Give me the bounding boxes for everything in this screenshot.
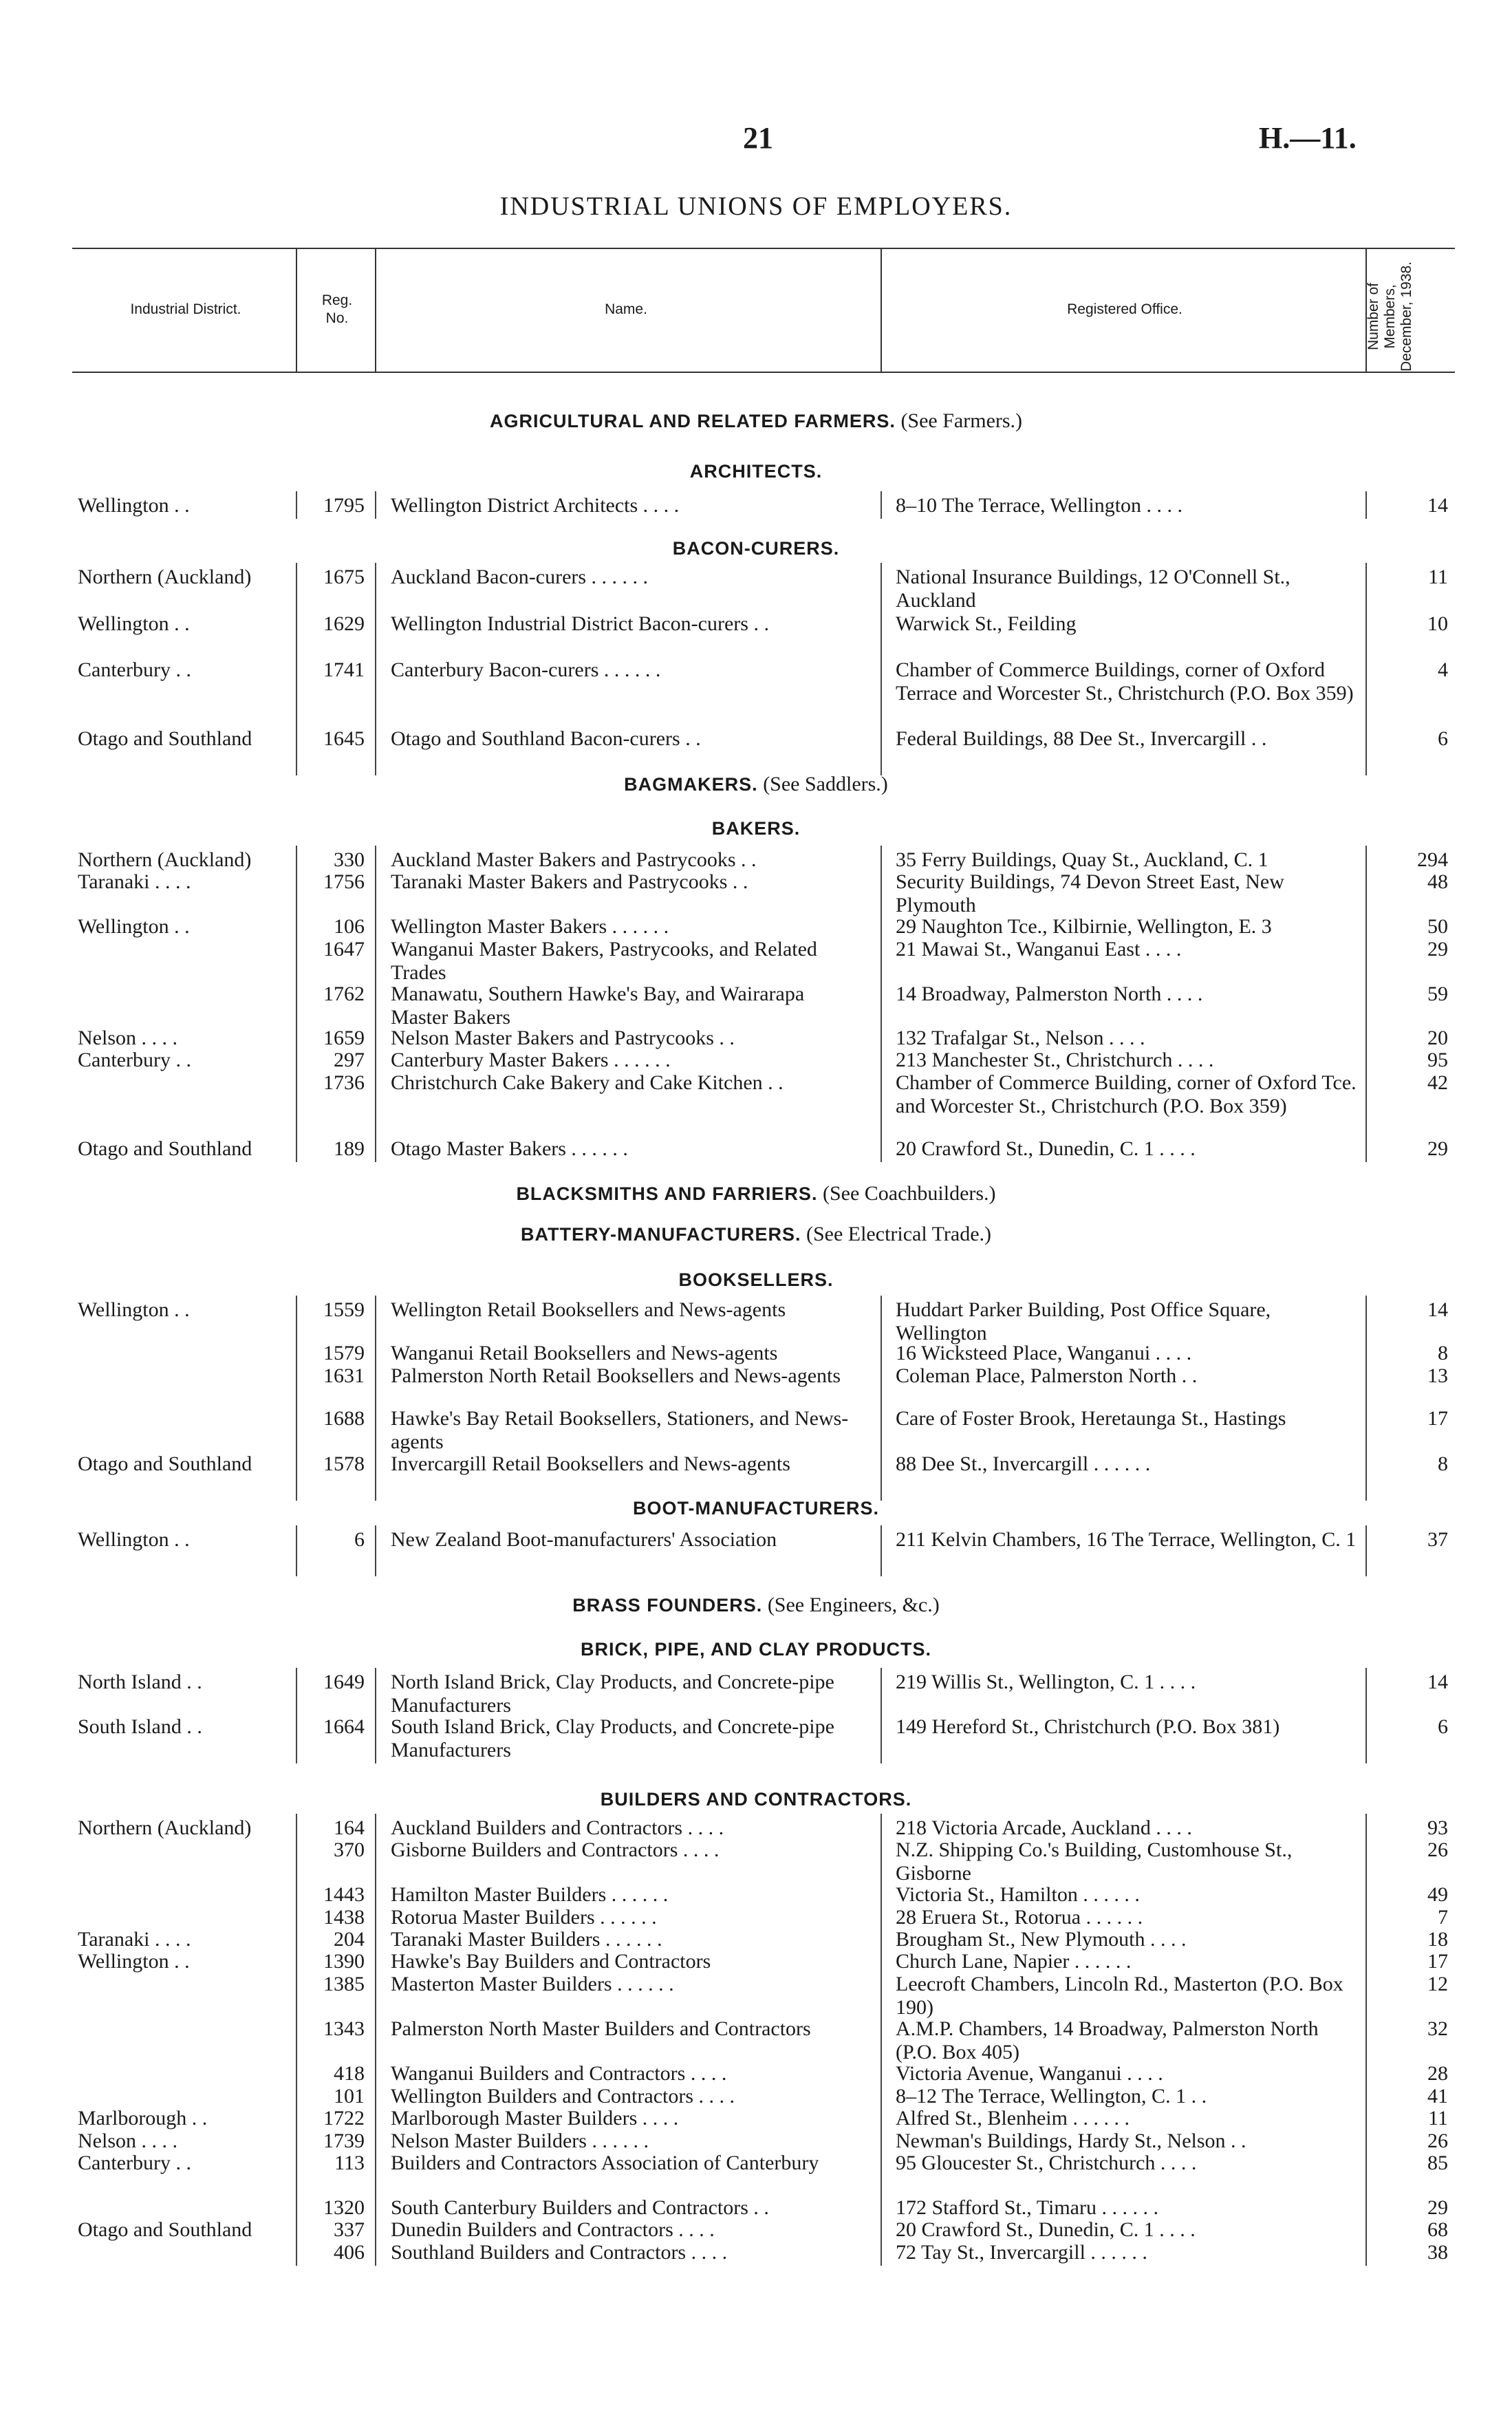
reg-no-cell: 204 bbox=[334, 1928, 365, 1951]
registered-office-cell: Alfred St., Blenheim . . . . . . bbox=[896, 2107, 1130, 2130]
union-name-cell: Wanganui Master Bakers, Pastrycooks, and Related Trades bbox=[391, 938, 817, 984]
union-name-cell: Wellington Retail Booksellers and News-agents bbox=[391, 1298, 786, 1321]
registered-office-cell: Church Lane, Napier . . . . . . bbox=[896, 1950, 1132, 1973]
column-divider bbox=[1365, 1668, 1367, 1763]
registered-office-cell: 35 Ferry Buildings, Quay St., Auckland, C. 1 bbox=[896, 848, 1268, 871]
column-divider bbox=[1365, 563, 1367, 775]
union-name-cell: Wanganui Builders and Contractors . . . . bbox=[391, 2062, 727, 2085]
union-name-cell: Marlborough Master Builders . . . . bbox=[391, 2107, 679, 2130]
registered-office-cell: 14 Broadway, Palmerston North . . . . bbox=[896, 983, 1203, 1005]
registered-office-cell: Warwick St., Feilding bbox=[896, 612, 1077, 635]
industrial-district-cell: Northern (Auckland) bbox=[78, 1816, 252, 1839]
reg-no-cell: 1675 bbox=[323, 566, 365, 588]
reg-no-cell: 1578 bbox=[323, 1452, 365, 1475]
reg-no-cell: 1741 bbox=[323, 658, 365, 681]
column-divider bbox=[881, 1525, 882, 1576]
column-divider bbox=[881, 563, 882, 775]
registered-office-cell: Chamber of Commerce Building, corner of Oxford Tce. and Worcester St., Christchurch (P.O. Box 359) bbox=[896, 1071, 1357, 1117]
industrial-district-cell: Wellington . . bbox=[78, 1528, 190, 1551]
column-divider bbox=[881, 1814, 882, 2266]
column-divider bbox=[375, 1814, 376, 2266]
header-reg-no: Reg. No. bbox=[321, 292, 353, 326]
reg-no-cell: 1795 bbox=[323, 494, 365, 517]
members-count-cell: 59 bbox=[1427, 983, 1448, 1005]
header-top-rule bbox=[72, 248, 1455, 249]
section-heading bbox=[0, 1268, 1512, 1291]
union-name-cell: Gisborne Builders and Contractors . . . . bbox=[391, 1838, 720, 1861]
reg-no-cell: 1649 bbox=[323, 1671, 365, 1693]
registered-office-cell: Victoria St., Hamilton . . . . . . bbox=[896, 1883, 1140, 1906]
union-name-cell: Wellington Master Bakers . . . . . . bbox=[391, 915, 669, 938]
industrial-district-cell: Wellington . . bbox=[78, 1950, 190, 1973]
union-name-cell: South Island Brick, Clay Products, and Concrete-pipe Manufacturers bbox=[391, 1715, 834, 1761]
reg-no-cell: 1559 bbox=[323, 1298, 365, 1321]
header-divider bbox=[375, 248, 376, 372]
union-name-cell: Masterton Master Builders . . . . . . bbox=[391, 1973, 674, 1995]
registered-office-cell: 16 Wicksteed Place, Wanganui . . . . bbox=[896, 1342, 1192, 1364]
reg-no-cell: 1664 bbox=[323, 1715, 365, 1738]
reg-no-cell: 1736 bbox=[323, 1071, 365, 1094]
reg-no-cell: 1739 bbox=[323, 2130, 365, 2152]
header-registered-office: Registered Office. bbox=[1067, 301, 1182, 317]
union-name-cell: Rotorua Master Builders . . . . . . bbox=[391, 1906, 657, 1929]
members-count-cell: 4 bbox=[1438, 658, 1448, 681]
header-bottom-rule bbox=[72, 372, 1455, 373]
reg-no-cell: 1629 bbox=[323, 612, 365, 635]
industrial-district-cell: South Island . . bbox=[78, 1715, 202, 1738]
section-heading bbox=[0, 460, 1512, 483]
reg-no-cell: 1438 bbox=[323, 1906, 365, 1929]
members-count-cell: 18 bbox=[1427, 1928, 1448, 1951]
members-count-cell: 10 bbox=[1427, 612, 1448, 635]
section-heading-title: BRASS FOUNDERS. bbox=[572, 1595, 763, 1616]
reg-no-cell: 1756 bbox=[323, 870, 365, 893]
registered-office-cell: 172 Stafford St., Timaru . . . . . . bbox=[896, 2196, 1158, 2219]
industrial-district-cell: Otago and Southland bbox=[78, 2218, 252, 2241]
members-count-cell: 6 bbox=[1438, 1715, 1448, 1738]
section-heading-title: BRICK, PIPE, AND CLAY PRODUCTS. bbox=[580, 1639, 932, 1660]
column-divider bbox=[375, 846, 376, 1162]
column-divider bbox=[375, 563, 376, 775]
registered-office-cell: N.Z. Shipping Co.'s Building, Customhouse St., Gisborne bbox=[896, 1838, 1293, 1885]
members-count-cell: 14 bbox=[1427, 1671, 1448, 1693]
industrial-district-cell: Taranaki . . . . bbox=[78, 870, 191, 893]
section-heading-title: BUILDERS AND CONTRACTORS. bbox=[600, 1789, 912, 1810]
registered-office-cell: Newman's Buildings, Hardy St., Nelson . . bbox=[896, 2130, 1246, 2152]
union-name-cell: Palmerston North Master Builders and Contractors bbox=[391, 2017, 811, 2040]
header-divider bbox=[881, 248, 882, 372]
members-count-cell: 17 bbox=[1427, 1950, 1448, 1973]
section-heading bbox=[0, 1638, 1512, 1661]
registered-office-cell: 29 Naughton Tce., Kilbirnie, Wellington, E. 3 bbox=[896, 915, 1272, 938]
union-name-cell: Auckland Builders and Contractors . . . . bbox=[391, 1816, 724, 1839]
section-heading-title: BACON-CURERS. bbox=[672, 538, 840, 559]
reg-no-cell: 418 bbox=[334, 2062, 365, 2085]
header-number-of-members: Number of Members, December, 1938. bbox=[1365, 261, 1414, 372]
union-name-cell: Invercargill Retail Booksellers and News-agents bbox=[391, 1452, 790, 1475]
members-count-cell: 48 bbox=[1427, 870, 1448, 893]
union-name-cell: Taranaki Master Bakers and Pastrycooks . . bbox=[391, 870, 748, 893]
section-heading bbox=[0, 537, 1512, 560]
column-divider bbox=[881, 491, 882, 519]
section-heading bbox=[0, 1497, 1512, 1520]
column-divider bbox=[1365, 1525, 1367, 1576]
industrial-district-cell: Nelson . . . . bbox=[78, 2130, 177, 2152]
union-name-cell: North Island Brick, Clay Products, and Concrete-pipe Manufacturers bbox=[391, 1671, 834, 1717]
members-count-cell: 32 bbox=[1427, 2017, 1448, 2040]
column-divider bbox=[375, 1296, 376, 1501]
members-count-cell: 11 bbox=[1428, 566, 1448, 588]
section-heading-note: (See Saddlers.) bbox=[763, 773, 888, 795]
members-count-cell: 29 bbox=[1427, 1137, 1448, 1160]
union-name-cell: Auckland Bacon-curers . . . . . . bbox=[391, 566, 649, 588]
reg-no-cell: 406 bbox=[334, 2241, 365, 2264]
registered-office-cell: Leecroft Chambers, Lincoln Rd., Masterton (P.O. Box 190) bbox=[896, 1973, 1343, 2019]
section-heading bbox=[0, 409, 1512, 433]
members-count-cell: 13 bbox=[1427, 1364, 1448, 1387]
header-divider bbox=[296, 248, 297, 372]
section-heading-title: BAKERS. bbox=[711, 818, 801, 839]
registered-office-cell: National Insurance Buildings, 12 O'Connell St., Auckland bbox=[896, 566, 1290, 612]
reg-no-cell: 1579 bbox=[323, 1342, 365, 1364]
registered-office-cell: 218 Victoria Arcade, Auckland . . . . bbox=[896, 1816, 1192, 1839]
industrial-district-cell: Canterbury . . bbox=[78, 2152, 191, 2174]
union-name-cell: Manawatu, Southern Hawke's Bay, and Wairarapa Master Bakers bbox=[391, 983, 805, 1029]
registered-office-cell: Huddart Parker Building, Post Office Square, Wellington bbox=[896, 1298, 1271, 1344]
reg-no-cell: 113 bbox=[334, 2152, 365, 2174]
members-count-cell: 50 bbox=[1427, 915, 1448, 938]
reg-no-cell: 1762 bbox=[323, 983, 365, 1005]
registered-office-cell: 211 Kelvin Chambers, 16 The Terrace, Wellington, C. 1 bbox=[896, 1528, 1357, 1551]
members-count-cell: 26 bbox=[1427, 2130, 1448, 2152]
registered-office-cell: Victoria Avenue, Wanganui . . . . bbox=[896, 2062, 1163, 2085]
column-divider bbox=[1365, 1814, 1367, 2266]
union-name-cell: Hawke's Bay Builders and Contractors bbox=[391, 1950, 711, 1973]
union-name-cell: Wanganui Retail Booksellers and News-agents bbox=[391, 1342, 778, 1364]
registered-office-cell: 8–10 The Terrace, Wellington . . . . bbox=[896, 494, 1183, 517]
registered-office-cell: 88 Dee St., Invercargill . . . . . . bbox=[896, 1452, 1151, 1475]
column-divider bbox=[375, 1525, 376, 1576]
union-name-cell: Auckland Master Bakers and Pastrycooks . . bbox=[391, 848, 757, 871]
section-heading-title: AGRICULTURAL AND RELATED FARMERS. bbox=[489, 411, 896, 431]
registered-office-cell: 21 Mawai St., Wanganui East . . . . bbox=[896, 938, 1182, 961]
section-heading-title: BOOT-MANUFACTURERS. bbox=[633, 1498, 879, 1519]
registered-office-cell: 20 Crawford St., Dunedin, C. 1 . . . . bbox=[896, 1137, 1196, 1160]
header-industrial-district: Industrial District. bbox=[130, 301, 241, 317]
column-divider bbox=[1365, 846, 1367, 1162]
members-count-cell: 42 bbox=[1427, 1071, 1448, 1094]
union-name-cell: Builders and Contractors Association of Canterbury bbox=[391, 2152, 819, 2174]
members-count-cell: 26 bbox=[1427, 1838, 1448, 1861]
page-number: 21 bbox=[743, 121, 773, 155]
members-count-cell: 11 bbox=[1428, 2107, 1448, 2130]
section-heading-note: (See Electrical Trade.) bbox=[806, 1223, 992, 1245]
reg-no-cell: 189 bbox=[334, 1137, 365, 1160]
members-count-cell: 14 bbox=[1427, 1298, 1448, 1321]
reg-no-cell: 330 bbox=[334, 848, 365, 871]
members-count-cell: 29 bbox=[1427, 938, 1448, 961]
column-divider bbox=[375, 491, 376, 519]
column-divider bbox=[881, 1668, 882, 1763]
reg-no-cell: 370 bbox=[334, 1838, 365, 1861]
union-name-cell: Palmerston North Retail Booksellers and News-agents bbox=[391, 1364, 841, 1387]
union-name-cell: Canterbury Master Bakers . . . . . . bbox=[391, 1049, 671, 1071]
members-count-cell: 17 bbox=[1427, 1407, 1448, 1430]
registered-office-cell: Security Buildings, 74 Devon Street East, New Plymouth bbox=[896, 870, 1284, 916]
reg-no-cell: 1631 bbox=[323, 1364, 365, 1387]
members-count-cell: 7 bbox=[1438, 1906, 1448, 1929]
column-divider bbox=[881, 1296, 882, 1501]
members-count-cell: 41 bbox=[1427, 2085, 1448, 2107]
industrial-district-cell: Marlborough . . bbox=[78, 2107, 208, 2130]
header-name: Name. bbox=[605, 301, 647, 317]
union-name-cell: Wellington Builders and Contractors . . . . bbox=[391, 2085, 735, 2107]
column-divider bbox=[1365, 491, 1367, 519]
registered-office-cell: 8–12 The Terrace, Wellington, C. 1 . . bbox=[896, 2085, 1207, 2107]
industrial-district-cell: Northern (Auckland) bbox=[78, 848, 252, 871]
reg-no-cell: 1647 bbox=[323, 938, 365, 961]
members-count-cell: 37 bbox=[1427, 1528, 1448, 1551]
union-name-cell: Nelson Master Builders . . . . . . bbox=[391, 2130, 649, 2152]
section-heading-note: (See Engineers, &c.) bbox=[767, 1594, 940, 1616]
reg-no-cell: 1390 bbox=[323, 1950, 365, 1973]
registered-office-cell: Federal Buildings, 88 Dee St., Invercargill . . bbox=[896, 727, 1267, 750]
industrial-district-cell: Canterbury . . bbox=[78, 1049, 191, 1071]
column-divider bbox=[881, 846, 882, 1162]
section-heading-title: BATTERY-MANUFACTURERS. bbox=[520, 1224, 801, 1245]
section-heading bbox=[0, 773, 1512, 796]
column-divider bbox=[375, 1668, 376, 1763]
reg-no-cell: 1722 bbox=[323, 2107, 365, 2130]
members-count-cell: 294 bbox=[1417, 848, 1448, 871]
union-name-cell: Christchurch Cake Bakery and Cake Kitchen . . bbox=[391, 1071, 784, 1094]
union-name-cell: Otago and Southland Bacon-curers . . bbox=[391, 727, 701, 750]
section-heading bbox=[0, 1223, 1512, 1246]
members-count-cell: 38 bbox=[1427, 2241, 1448, 2264]
page-title: INDUSTRIAL UNIONS OF EMPLOYERS. bbox=[499, 192, 1013, 221]
registered-office-cell: Care of Foster Brook, Heretaunga St., Hastings bbox=[896, 1407, 1286, 1430]
union-name-cell: Taranaki Master Builders . . . . . . bbox=[391, 1928, 662, 1951]
registered-office-cell: Brougham St., New Plymouth . . . . bbox=[896, 1928, 1187, 1951]
industrial-district-cell: Wellington . . bbox=[78, 612, 190, 635]
members-count-cell: 49 bbox=[1427, 1883, 1448, 1906]
column-divider bbox=[1365, 1296, 1367, 1501]
reg-no-cell: 1688 bbox=[323, 1407, 365, 1430]
members-count-cell: 14 bbox=[1427, 494, 1448, 517]
union-name-cell: Wellington Industrial District Bacon-curers . . bbox=[391, 612, 769, 635]
members-count-cell: 68 bbox=[1427, 2218, 1448, 2241]
industrial-district-cell: Otago and Southland bbox=[78, 1452, 252, 1475]
industrial-district-cell: Otago and Southland bbox=[78, 1137, 252, 1160]
industrial-district-cell: Nelson . . . . bbox=[78, 1027, 177, 1049]
section-heading bbox=[0, 1788, 1512, 1811]
section-heading bbox=[0, 1182, 1512, 1205]
industrial-district-cell: Wellington . . bbox=[78, 1298, 190, 1321]
section-heading-title: BLACKSMITHS AND FARRIERS. bbox=[516, 1183, 818, 1204]
reg-no-cell: 101 bbox=[334, 2085, 365, 2107]
document-reference: H.—11. bbox=[1259, 121, 1357, 155]
registered-office-cell: A.M.P. Chambers, 14 Broadway, Palmerston North (P.O. Box 405) bbox=[896, 2017, 1319, 2063]
members-count-cell: 8 bbox=[1438, 1452, 1448, 1475]
members-count-cell: 85 bbox=[1427, 2152, 1448, 2174]
reg-no-cell: 164 bbox=[334, 1816, 365, 1839]
section-heading-title: BAGMAKERS. bbox=[624, 774, 758, 795]
members-count-cell: 28 bbox=[1427, 2062, 1448, 2085]
industrial-district-cell: Wellington . . bbox=[78, 915, 190, 938]
reg-no-cell: 1320 bbox=[323, 2196, 365, 2219]
registered-office-cell: 219 Willis St., Wellington, C. 1 . . . . bbox=[896, 1671, 1196, 1693]
reg-no-cell: 297 bbox=[334, 1049, 365, 1071]
industrial-district-cell: Canterbury . . bbox=[78, 658, 191, 681]
industrial-district-cell: Otago and Southland bbox=[78, 727, 252, 750]
reg-no-cell: 6 bbox=[354, 1528, 365, 1551]
reg-no-cell: 1343 bbox=[323, 2017, 365, 2040]
section-heading-note: (See Farmers.) bbox=[900, 409, 1023, 432]
members-count-cell: 8 bbox=[1438, 1342, 1448, 1364]
section-heading-title: ARCHITECTS. bbox=[689, 461, 823, 482]
union-name-cell: Hamilton Master Builders . . . . . . bbox=[391, 1883, 669, 1906]
section-heading-note: (See Coachbuilders.) bbox=[822, 1182, 996, 1205]
reg-no-cell: 337 bbox=[334, 2218, 365, 2241]
registered-office-cell: Chamber of Commerce Buildings, corner of Oxford Terrace and Worcester St., Christchurch (P.O. Box 359) bbox=[896, 658, 1354, 705]
union-name-cell: Dunedin Builders and Contractors . . . . bbox=[391, 2218, 715, 2241]
members-count-cell: 20 bbox=[1427, 1027, 1448, 1049]
members-count-cell: 6 bbox=[1438, 727, 1448, 750]
reg-no-cell: 106 bbox=[334, 915, 365, 938]
members-count-cell: 29 bbox=[1427, 2196, 1448, 2219]
industrial-district-cell: Northern (Auckland) bbox=[78, 566, 252, 588]
union-name-cell: Nelson Master Bakers and Pastrycooks . . bbox=[391, 1027, 735, 1049]
members-count-cell: 95 bbox=[1427, 1049, 1448, 1071]
registered-office-cell: 213 Manchester St., Christchurch . . . . bbox=[896, 1049, 1214, 1071]
registered-office-cell: 20 Crawford St., Dunedin, C. 1 . . . . bbox=[896, 2218, 1196, 2241]
reg-no-cell: 1645 bbox=[323, 727, 365, 750]
members-count-cell: 93 bbox=[1427, 1816, 1448, 1839]
union-name-cell: Southland Builders and Contractors . . . . bbox=[391, 2241, 728, 2264]
section-heading-title: BOOKSELLERS. bbox=[678, 1269, 834, 1290]
members-count-cell: 12 bbox=[1427, 1973, 1448, 1995]
registered-office-cell: 95 Gloucester St., Christchurch . . . . bbox=[896, 2152, 1197, 2174]
industrial-district-cell: North Island . . bbox=[78, 1671, 202, 1693]
industrial-district-cell: Taranaki . . . . bbox=[78, 1928, 191, 1951]
registered-office-cell: 132 Trafalgar St., Nelson . . . . bbox=[896, 1027, 1145, 1049]
reg-no-cell: 1659 bbox=[323, 1027, 365, 1049]
registered-office-cell: 28 Eruera St., Rotorua . . . . . . bbox=[896, 1906, 1143, 1929]
union-name-cell: Wellington District Architects . . . . bbox=[391, 494, 680, 517]
section-heading bbox=[0, 817, 1512, 840]
registered-office-cell: 149 Hereford St., Christchurch (P.O. Box 381) bbox=[896, 1715, 1280, 1738]
union-name-cell: New Zealand Boot-manufacturers' Association bbox=[391, 1528, 777, 1551]
registered-office-cell: 72 Tay St., Invercargill . . . . . . bbox=[896, 2241, 1147, 2264]
industrial-district-cell: Wellington . . bbox=[78, 494, 190, 517]
section-heading bbox=[0, 1594, 1512, 1617]
union-name-cell: Otago Master Bakers . . . . . . bbox=[391, 1137, 628, 1160]
union-name-cell: Hawke's Bay Retail Booksellers, Stationers, and News-agents bbox=[391, 1407, 849, 1453]
union-name-cell: South Canterbury Builders and Contractors . . bbox=[391, 2196, 769, 2219]
registered-office-cell: Coleman Place, Palmerston North . . bbox=[896, 1364, 1198, 1387]
reg-no-cell: 1385 bbox=[323, 1973, 365, 1995]
union-name-cell: Canterbury Bacon-curers . . . . . . bbox=[391, 658, 661, 681]
reg-no-cell: 1443 bbox=[323, 1883, 365, 1906]
